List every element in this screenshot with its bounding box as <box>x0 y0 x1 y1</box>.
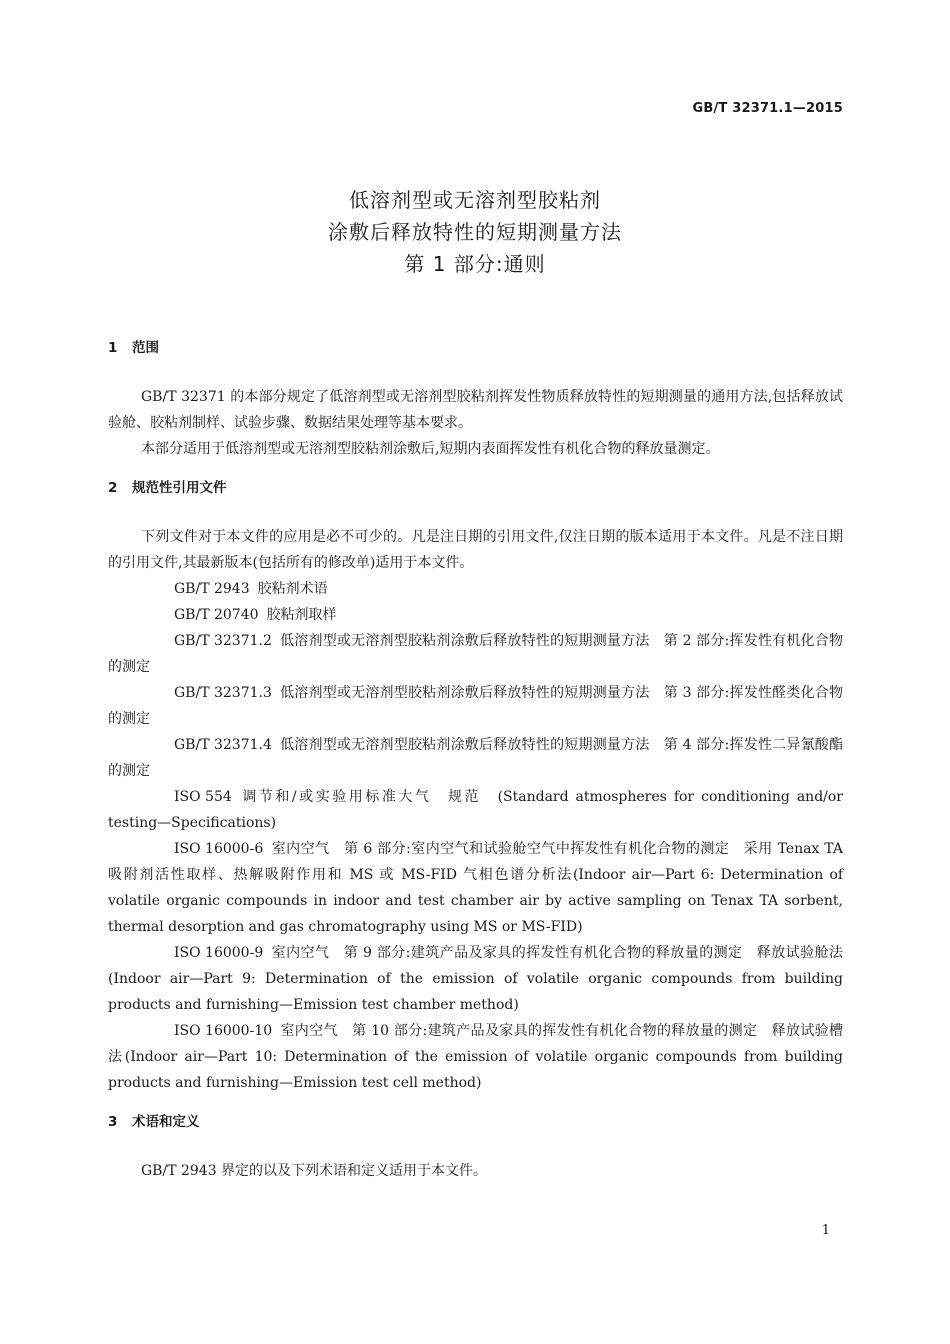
title-line-2: 涂敷后释放特性的短期测量方法 <box>328 220 622 244</box>
reference-item <box>108 732 843 784</box>
section-number: 3 <box>108 1114 118 1130</box>
reference-title: 室内空气 第 9 部分:建筑产品及家具的挥发性有机化合物的释放量的测定 释放试验舱法(Indoor air—Part 9: Determination of the emission of volatile organic compounds from building products and furnishing—Emission test chamber method) <box>108 945 843 1013</box>
reference-item <box>108 1018 843 1096</box>
reference-title: 室内空气 第 6 部分:室内空气和试验舱空气中挥发性有机化合物的测定 采用 Tenax TA 吸附剂活性取样、热解吸附作用和 MS 或 MS-FID 气相色谱分析法(Indoor air—Part 6: Determination of volatile organic compounds in indoor and test chamber air by active sampling on Tenax TA sorbent, thermal desorption and gas chromatography using MS or MS-FID) <box>108 841 843 935</box>
section-number: 1 <box>108 340 118 356</box>
reference-title: 调节和/或实验用标准大气 规范 (Standard atmospheres for conditioning and/or testing—Specifications) <box>108 789 843 831</box>
section-2-heading <box>108 478 843 504</box>
reference-title: 低溶剂型或无溶剂型胶粘剂涂敷后释放特性的短期测量方法 第 3 部分:挥发性醛类化合物的测定 <box>108 685 843 727</box>
paragraph: 下列文件对于本文件的应用是必不可少的。凡是注日期的引用文件,仅注日期的版本适用于本文件。凡是不注日期的引用文件,其最新版本(包括所有的修改单)适用于本文件。 <box>108 529 843 571</box>
title-line-3: 第 1 部分:通则 <box>404 252 546 276</box>
reference-title: 室内空气 第 10 部分:建筑产品及家具的挥发性有机化合物的释放量的测定 释放试验槽法(Indoor air—Part 10: Determination of the emission of volatile organic compounds from building products and furnishing—Emission test cell method) <box>108 1023 843 1091</box>
section-3-body <box>108 1158 843 1184</box>
section-3-heading <box>108 1112 843 1138</box>
reference-code: ISO 16000-6 <box>174 841 264 857</box>
reference-code: GB/T 2943 <box>174 581 250 597</box>
reference-code: ISO 16000-9 <box>174 945 264 961</box>
reference-item <box>108 576 843 602</box>
reference-item <box>108 628 843 680</box>
section-title: 规范性引用文件 <box>132 480 227 496</box>
section-number: 2 <box>108 480 118 496</box>
paragraph: GB/T 2943 界定的以及下列术语和定义适用于本文件。 <box>141 1163 488 1179</box>
reference-item <box>108 784 843 836</box>
reference-item <box>108 940 843 1018</box>
document-body <box>108 338 843 1184</box>
section-title: 术语和定义 <box>132 1114 200 1130</box>
reference-item <box>108 836 843 940</box>
page-number: 1 <box>821 1223 830 1238</box>
reference-code: GB/T 20740 <box>174 607 259 623</box>
reference-code: GB/T 32371.3 <box>174 685 272 701</box>
reference-title: 胶粘剂术语 <box>257 581 328 597</box>
reference-item <box>108 602 843 628</box>
section-title: 范围 <box>132 340 159 356</box>
reference-title: 胶粘剂取样 <box>266 607 337 623</box>
section-1-body <box>108 384 843 462</box>
document-title <box>0 184 950 280</box>
reference-code: GB/T 32371.4 <box>174 737 272 753</box>
title-line-1: 低溶剂型或无溶剂型胶粘剂 <box>349 188 601 212</box>
paragraph: 本部分适用于低溶剂型或无溶剂型胶粘剂涂敷后,短期内表面挥发性有机化合物的释放量测定。 <box>141 441 720 457</box>
reference-item <box>108 680 843 732</box>
section-2-body <box>108 524 843 1096</box>
reference-code: ISO 16000-10 <box>174 1023 273 1039</box>
section-1-heading <box>108 338 843 364</box>
reference-code: GB/T 32371.2 <box>174 633 272 649</box>
paragraph: GB/T 32371 的本部分规定了低溶剂型或无溶剂型胶粘剂挥发性物质释放特性的短期测量的通用方法,包括释放试验舱、胶粘剂制样、试验步骤、数据结果处理等基本要求。 <box>108 389 843 431</box>
standard-code: GB/T 32371.1—2015 <box>692 101 843 116</box>
reference-code: ISO 554 <box>174 789 232 805</box>
reference-title: 低溶剂型或无溶剂型胶粘剂涂敷后释放特性的短期测量方法 第 2 部分:挥发性有机化合物的测定 <box>108 633 843 675</box>
reference-title: 低溶剂型或无溶剂型胶粘剂涂敷后释放特性的短期测量方法 第 4 部分:挥发性二异氰酸酯的测定 <box>108 737 843 779</box>
